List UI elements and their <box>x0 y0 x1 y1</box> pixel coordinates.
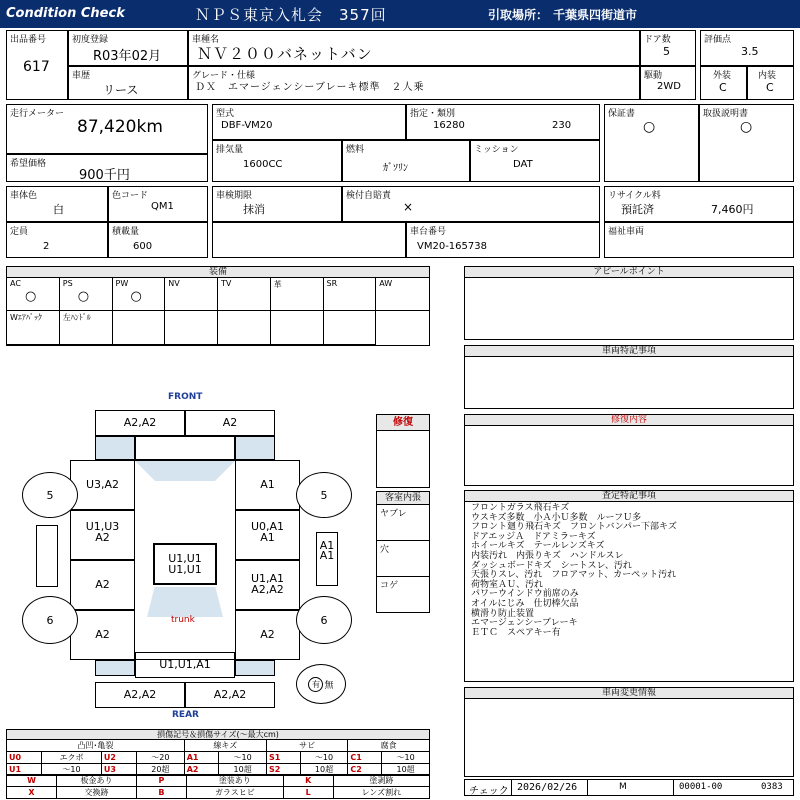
equipment-cell <box>7 311 60 345</box>
color-code-label: 色コード <box>112 191 149 201</box>
lot-number: 617 <box>23 59 50 75</box>
equipment-key: 革 <box>273 280 282 289</box>
chassis-box <box>406 222 600 258</box>
front-label: FRONT <box>168 392 203 402</box>
equipment-panel <box>6 266 430 346</box>
mark-desc: レンズ割れ <box>333 787 429 799</box>
grade-value: ＤＸ エマージェンシーブレーキ標準 ２人乗 <box>195 82 425 93</box>
legend-desc: エクボ <box>42 752 102 764</box>
interior-row-tear <box>377 505 429 541</box>
fuel-label: 燃料 <box>346 145 365 155</box>
color-code-box <box>108 186 208 222</box>
legend-code: U2 <box>101 752 136 764</box>
first-reg-box <box>68 30 188 66</box>
lot-label: 出品番号 <box>10 35 47 45</box>
spare-tire <box>296 664 346 704</box>
appeal-title: アピールポイント <box>465 267 793 278</box>
interior-label: 内装 <box>758 71 777 81</box>
body-color-value: 白 <box>53 203 64 216</box>
drive-value: 2WD <box>657 81 681 92</box>
welfare-label: 福祉車両 <box>608 227 645 237</box>
special-notes-title: 車両特記事項 <box>465 346 793 357</box>
check-label: チェック <box>469 786 509 797</box>
equipment-cell <box>324 311 377 345</box>
score-value: 3.5 <box>741 45 759 58</box>
insurance-label: 検付自賠責 <box>346 191 392 201</box>
legend-header: 凸凹･亀裂 <box>7 740 185 752</box>
legend-desc: ～10 <box>382 752 430 764</box>
warranty-value: ○ <box>643 119 656 135</box>
mirror-left <box>36 525 58 587</box>
change-info-title: 車両変更情報 <box>465 688 793 699</box>
mark-code: W <box>7 775 57 787</box>
legend-code: A1 <box>184 752 219 764</box>
equipment-cell <box>113 278 166 311</box>
recycle-status: 預託済 <box>621 203 654 216</box>
transmission-label: ミッション <box>474 145 519 155</box>
repair-box <box>376 414 430 488</box>
legend-code: C2 <box>348 764 382 776</box>
interior-damage-box <box>376 491 430 613</box>
doors-label: ドア数 <box>644 35 671 45</box>
front-fender-right: A1 <box>235 460 300 510</box>
chassis-value: VM20-165738 <box>417 241 487 252</box>
equipment-value: ○ <box>25 289 37 304</box>
legend-desc: 10超 <box>300 764 348 776</box>
doors-box <box>640 30 696 66</box>
tire-rear-left: 6 <box>22 596 78 644</box>
rear-bumper-right: A2,A2 <box>185 682 275 708</box>
car-name-label: 車種名 <box>192 35 220 45</box>
legend-desc: ～10 <box>300 752 348 764</box>
trunk-label: trunk <box>171 615 195 625</box>
front-bumper-right: A2 <box>185 410 275 436</box>
hood-center <box>135 436 235 460</box>
inspector-note: 荷物室ＡＵ、汚れ <box>471 579 544 590</box>
rear-door-right: U1,A1 A2,A2 <box>235 560 300 610</box>
first-reg-label: 初度登録 <box>72 35 109 45</box>
header-bar <box>0 0 800 28</box>
equipment-key: 左ﾊﾝﾄﾞﾙ <box>62 313 91 322</box>
equipment-cell <box>271 311 324 345</box>
front-bumper-left: A2,A2 <box>95 410 185 436</box>
load-value: 600 <box>133 241 153 252</box>
model-box <box>212 104 406 140</box>
blank-box <box>212 222 406 258</box>
legend-desc: 10超 <box>382 764 430 776</box>
history-box <box>68 66 188 100</box>
mark-code: L <box>283 787 333 799</box>
interior-box <box>747 66 794 100</box>
legend-code: C1 <box>348 752 382 764</box>
legend-code: U0 <box>7 752 42 764</box>
recycle-amount: 7,460円 <box>711 203 754 216</box>
load-label: 積載量 <box>112 227 140 237</box>
transmission-box <box>470 140 600 182</box>
legend-header: 腐食 <box>348 740 430 752</box>
welfare-box <box>604 222 794 258</box>
rear-window <box>147 587 223 617</box>
interior-damage-title: 客室内張 <box>377 492 429 505</box>
interior-row-burn <box>377 577 429 612</box>
history-label: 車歴 <box>72 71 91 81</box>
equipment-value: ○ <box>130 289 142 304</box>
history-value: リース <box>103 83 139 97</box>
inspector-mark: M <box>619 782 627 792</box>
inspector-note: ダッシュボードキズ シートスレ、汚れ <box>471 560 632 571</box>
lot-number-box <box>6 30 68 100</box>
pickup-location: 千葉県四街道市 <box>553 8 638 22</box>
legend-desc: 10超 <box>219 764 267 776</box>
equipment-cell <box>376 278 429 311</box>
manual-label: 取扱説明書 <box>703 109 749 119</box>
windshield <box>135 461 235 481</box>
inspector-note: フロントガラス飛石キズ <box>471 503 570 513</box>
legend-code: U3 <box>101 764 136 776</box>
quarter-right: A2 <box>235 610 300 660</box>
spec-box <box>406 104 600 140</box>
front-door-right: U0,A1 A1 <box>235 510 300 560</box>
car-name: ＮＶ２００バネットバン <box>197 45 373 63</box>
manual-box <box>699 104 794 182</box>
legend-code: S2 <box>266 764 300 776</box>
capacity-value: 2 <box>43 241 50 252</box>
equipment-key: PS <box>62 279 73 288</box>
hole-label: 穴 <box>380 545 390 555</box>
repair-content-panel <box>464 414 794 486</box>
interior-row-hole <box>377 541 429 577</box>
inspector-notes-panel <box>464 490 794 682</box>
mileage-box <box>6 104 208 154</box>
recycle-label: リサイクル料 <box>608 191 661 201</box>
mark-desc: 塗剥跡 <box>333 775 429 787</box>
equipment-cell <box>7 278 60 311</box>
score-box <box>700 30 794 66</box>
equipment-cell <box>60 311 113 345</box>
tire-rear-right: 6 <box>296 596 352 644</box>
equipment-cell <box>218 278 271 311</box>
insurance-value: × <box>403 200 414 214</box>
damage-legend <box>6 739 430 776</box>
mark-legend <box>6 774 430 799</box>
mark-desc: 交換跡 <box>57 787 137 799</box>
exterior-label: 外装 <box>713 71 732 81</box>
transmission-value: DAT <box>513 159 533 170</box>
doors-value: 5 <box>663 45 670 58</box>
grade-box <box>188 66 640 100</box>
mileage-value: 87,420km <box>77 117 163 137</box>
repair-title: 修復 <box>377 415 429 431</box>
legend-title: 損傷記号＆損傷サイズ(～最大cm) <box>6 729 430 740</box>
equipment-title: 装備 <box>7 267 429 278</box>
tire-front-left: 5 <box>22 472 78 518</box>
spec-number: 16280 <box>433 120 465 131</box>
inspector-note: パワーウインドウ前席のみ <box>471 589 579 600</box>
rear-panel-left <box>95 660 135 676</box>
spec-label: 指定・類別 <box>410 109 456 119</box>
inspector-note: ＥＴＣ スペアキー有 <box>471 627 561 638</box>
inspector-note: ウスキズ多数 小Ａ小Ｕ多数 ルーフＵ多 <box>471 512 642 523</box>
legend-desc: ～10 <box>42 764 102 776</box>
mark-desc: ガラスヒビ <box>186 787 283 799</box>
displacement-box <box>212 140 342 182</box>
cabin-area <box>135 460 235 660</box>
inspector-note: フロント廻り飛石キズ フロントバンパー下部キズ <box>471 522 677 533</box>
capacity-box <box>6 222 108 258</box>
equipment-key: AC <box>10 279 21 288</box>
legend-code: A2 <box>184 764 219 776</box>
legend-header: 線キズ <box>184 740 266 752</box>
displacement-label: 排気量 <box>216 145 244 155</box>
inspection-value: 抹消 <box>243 203 265 216</box>
tear-label: ヤブレ <box>380 509 407 519</box>
manual-value: ○ <box>740 119 753 135</box>
capacity-label: 定員 <box>10 227 29 237</box>
equipment-cell <box>165 278 218 311</box>
score-label: 評価点 <box>704 35 732 45</box>
first-reg-value: R03年02月 <box>93 49 162 64</box>
mirror-right: A1 A1 <box>316 532 338 586</box>
mark-code: X <box>7 787 57 799</box>
grade-label: グレード・仕様 <box>192 71 256 81</box>
exterior-box <box>700 66 747 100</box>
equipment-key: Wｴｱﾊﾞｯｸ <box>10 313 42 322</box>
interior-grade: C <box>766 81 774 94</box>
special-notes-panel <box>464 345 794 409</box>
load-box <box>108 222 208 258</box>
legend-header: サビ <box>266 740 347 752</box>
inspector-note: オイルにじみ 仕切棒欠品 <box>471 598 579 609</box>
displacement-value: 1600CC <box>243 159 283 170</box>
check-date: 2026/02/26 <box>517 782 578 793</box>
appeal-panel <box>464 266 794 340</box>
inspection-label: 車検期限 <box>216 191 253 201</box>
equipment-cell <box>271 278 324 311</box>
legend-desc: ～10 <box>219 752 267 764</box>
rear-panel-right <box>235 660 275 676</box>
class-number: 230 <box>552 120 572 131</box>
exterior-grade: C <box>719 81 727 94</box>
price-value: 900千円 <box>79 168 130 183</box>
ref-code: 00001-00 <box>679 782 723 792</box>
model-label: 型式 <box>216 109 235 119</box>
mark-code: K <box>283 775 333 787</box>
legend-code: U1 <box>7 764 42 776</box>
mark-desc: 塗装あり <box>186 775 283 787</box>
drive-box <box>640 66 696 100</box>
legend-code: S1 <box>266 752 300 764</box>
equipment-cell <box>113 311 166 345</box>
equipment-key: TV <box>221 279 232 288</box>
price-label: 希望価格 <box>10 159 47 169</box>
equipment-cell <box>165 311 218 345</box>
chassis-label: 車台番号 <box>410 227 447 237</box>
inspector-note: 横滑り防止装置 <box>471 608 535 619</box>
price-box <box>6 154 208 182</box>
tire-front-right: 5 <box>296 472 352 518</box>
fuel-box <box>342 140 470 182</box>
mark-desc: 板金あり <box>57 775 137 787</box>
quarter-left: A2 <box>70 610 135 660</box>
car-diagram <box>0 380 376 720</box>
equipment-key: NV <box>168 279 180 288</box>
drive-label: 駆動 <box>644 71 663 81</box>
header-title: Condition Check <box>6 6 125 21</box>
inspector-note: 天張りスレ、汚れ フロアマット、カーペット汚れ <box>471 570 677 581</box>
hood-left <box>95 436 135 460</box>
equipment-key: SR <box>326 279 338 288</box>
rear-bumper-left: A2,A2 <box>95 682 185 708</box>
auction-name: ＮＰＳ東京入札会 357回 <box>195 6 387 24</box>
rear-door-left: A2 <box>70 560 135 610</box>
legend-desc: 20超 <box>136 764 184 776</box>
spare-yes-mark: 有 <box>308 677 323 692</box>
inspector-note: 内装汚れ 内張りキズ ハンドルスレ <box>471 550 624 561</box>
pickup-label: 引取場所： <box>488 8 549 22</box>
inspector-notes-title: 査定特記事項 <box>465 491 793 502</box>
warranty-box <box>604 104 699 182</box>
mark-code: B <box>136 787 186 799</box>
recycle-box <box>604 186 794 222</box>
mark-code: P <box>136 775 186 787</box>
insurance-box <box>342 186 600 222</box>
fuel-value: ｶﾞｿﾘﾝ <box>383 163 408 174</box>
legend-desc: ～20 <box>136 752 184 764</box>
inspection-box <box>212 186 342 222</box>
equipment-cell <box>324 278 377 311</box>
repair-content-title: 修復内容 <box>465 415 793 426</box>
front-door-left: U1,U3 A2 <box>70 510 135 560</box>
body-color-box <box>6 186 108 222</box>
rear-label: REAR <box>172 710 199 720</box>
equipment-key: AW <box>379 279 393 288</box>
roof-panel: U1,U1 U1,U1 <box>153 543 217 585</box>
color-code-value: QM1 <box>151 201 174 212</box>
burn-label: コゲ <box>380 581 399 591</box>
ref-number: 0383 <box>761 782 783 792</box>
model-value: DBF-VM20 <box>221 120 273 131</box>
hood-right <box>235 436 275 460</box>
equipment-cell <box>218 311 271 345</box>
car-name-box <box>188 30 640 66</box>
footer-bar <box>464 779 794 796</box>
warranty-label: 保証書 <box>608 109 636 119</box>
front-fender-left: U3,A2 <box>70 460 135 510</box>
change-info-panel <box>464 687 794 777</box>
equipment-value: ○ <box>77 289 90 304</box>
equipment-key: PW <box>115 279 129 288</box>
body-color-label: 車体色 <box>10 191 38 201</box>
mileage-label: 走行メーター <box>10 109 65 119</box>
inspector-note: ドアエッジＡ ドアミラーキズ <box>471 531 596 542</box>
back-door: U1,U1,A1 <box>135 652 235 678</box>
inspector-note: ホイールキズ テールレンズキズ <box>471 541 605 552</box>
spare-none-label: 無 <box>324 680 334 691</box>
inspector-note: エマージェンシーブレーキ <box>471 618 578 629</box>
equipment-cell <box>60 278 113 311</box>
